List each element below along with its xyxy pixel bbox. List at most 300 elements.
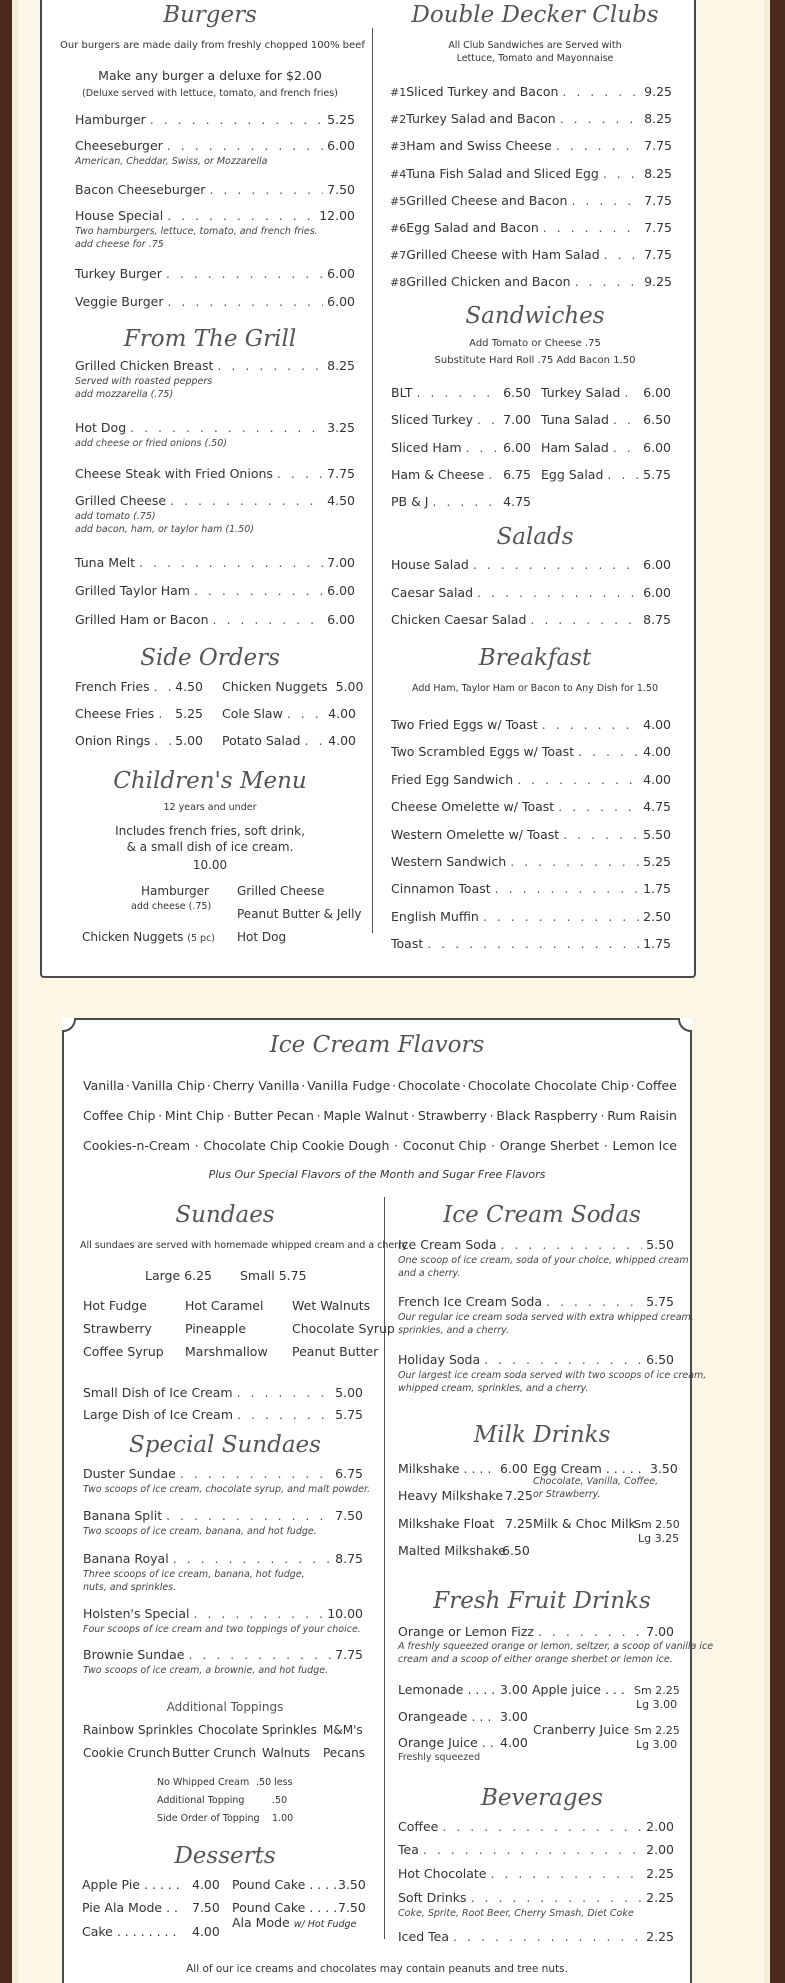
- dot-leader: [433, 494, 500, 509]
- sundae-topping: Pineapple: [185, 1321, 247, 1336]
- dot-leader: [558, 799, 639, 814]
- sandwich-item-price: 6.75: [503, 467, 531, 482]
- children-hamburger: Hamburger: [141, 884, 209, 898]
- dessert-cake: Cake . . . . . . . .: [82, 1924, 177, 1939]
- sandwich-item: [391, 440, 531, 455]
- club-item-name: Grilled Chicken and Bacon: [406, 274, 571, 290]
- salad-item: [391, 557, 671, 572]
- breakfast-item-name: Cheese Omelette w/ Toast: [391, 799, 555, 815]
- dessert-pound-cake-price: 3.50: [338, 1877, 366, 1892]
- club-item-price: 8.25: [644, 111, 672, 127]
- sandwich-item: [391, 494, 531, 509]
- flavor-separator: ·: [126, 1078, 130, 1093]
- flavor-item: Chocolate Chip Cookie Dough: [203, 1138, 390, 1153]
- club-item: [390, 166, 672, 181]
- dot-leader: [139, 555, 323, 570]
- side-item: [222, 733, 356, 748]
- dot-leader: [501, 1237, 643, 1252]
- grill-item: [75, 493, 355, 508]
- flavor-item: Coffee: [636, 1078, 677, 1093]
- sundaes-small: Small 5.75: [240, 1268, 307, 1283]
- dot-leader: [150, 112, 323, 127]
- special-sundae-item-name: Banana Royal: [83, 1551, 169, 1566]
- dessert-pound-ala-mode: Pound Cake . . . .: [232, 1900, 338, 1915]
- side-item-price: 5.00: [335, 679, 364, 694]
- additional-topping: Cookie Crunch: [83, 1746, 171, 1760]
- children-nuggets: Chicken Nuggets (5 pc): [82, 930, 215, 944]
- club-item-number: #6: [390, 222, 407, 235]
- side-item-name: Potato Salad: [222, 733, 301, 748]
- sundae-item-name: Small Dish of Ice Cream: [83, 1385, 233, 1400]
- sandwich-item-name: PB & J: [391, 494, 429, 509]
- sundae-item-price: 5.75: [335, 1407, 363, 1422]
- salad-item-price: 8.75: [643, 612, 671, 627]
- side-item-name: Cole Slaw: [222, 706, 283, 721]
- grill-item: [75, 358, 355, 373]
- grill-item-price: 6.00: [327, 583, 355, 598]
- salad-item-name: House Salad: [391, 557, 469, 572]
- fruit-title: Fresh Fruit Drinks: [433, 1588, 651, 1614]
- soda-item-price: 5.75: [646, 1294, 674, 1309]
- burger-item-description: add cheese for .75: [75, 239, 164, 250]
- soda-item-price: 5.50: [646, 1237, 674, 1252]
- dot-leader: [613, 412, 639, 427]
- grill-item-description: add tomato (.75): [75, 511, 156, 522]
- fruit-fizz-sub-2: cream and a scoop of either orange sherbet or lemon ice.: [398, 1654, 673, 1665]
- beverage-item-name: Iced Tea: [398, 1929, 450, 1944]
- sundae-item: [83, 1407, 363, 1422]
- flavors-title: Ice Cream Flavors: [269, 1032, 485, 1058]
- dot-leader: [453, 1929, 642, 1944]
- club-item-name: Egg Salad and Bacon: [406, 220, 539, 235]
- burger-item: [75, 208, 355, 223]
- milk-heavy-price: 7.25: [505, 1488, 533, 1503]
- dot-leader: [517, 772, 639, 787]
- sundae-item: [83, 1385, 363, 1400]
- beverage-item-price: 2.25: [646, 1929, 674, 1944]
- sodas-title: Ice Cream Sodas: [443, 1202, 641, 1228]
- burger-item-description: Two hamburgers, lettuce, tomato, and french fries.: [75, 226, 318, 237]
- grill-item-description: Served with roasted peppers: [75, 376, 213, 387]
- milk-choc-milk: Milk & Choc Milk: [533, 1516, 636, 1531]
- dot-leader: [543, 220, 640, 235]
- column-divider: [372, 28, 373, 933]
- breakfast-item: [391, 827, 671, 842]
- burgers-title: Burgers: [163, 2, 257, 28]
- flavor-separator: ·: [301, 1078, 306, 1093]
- club-item: [390, 247, 672, 262]
- special-sundae-item: [83, 1508, 363, 1523]
- burger-item-price: 7.50: [327, 182, 355, 197]
- dot-leader: [607, 467, 639, 482]
- additional-topping: Rainbow Sprinkles: [83, 1723, 193, 1737]
- topping-extra-name: Side Order of Topping: [157, 1813, 260, 1824]
- column-divider: [384, 1197, 385, 1939]
- dessert-pound-ala-mode-2: Ala Mode w/ Hot Fudge: [232, 1915, 357, 1930]
- club-item-price: 7.75: [644, 220, 672, 235]
- burger-item-name: House Special: [75, 208, 164, 223]
- fruit-fizz-sub-1: A freshly squeezed orange or lemon, seltzer, a scoop of vanilla ice: [398, 1641, 714, 1652]
- soda-item-description: whipped cream, sprinkles, and a cherry.: [398, 1383, 589, 1394]
- breakfast-item-name: Two Fried Eggs w/ Toast: [391, 717, 538, 732]
- dot-leader: [237, 1385, 332, 1400]
- burger-item-name: Turkey Burger: [75, 266, 162, 281]
- flavor-item: Butter Pecan: [233, 1108, 314, 1123]
- special-sundae-item: [83, 1466, 363, 1481]
- special-sundaes-title: Special Sundaes: [129, 1432, 321, 1458]
- dot-leader: [483, 909, 639, 924]
- milk-malted: Malted Milkshake: [398, 1543, 506, 1558]
- fruit-fizz: Orange or Lemon Fizz . . . 7.00: [398, 1624, 674, 1639]
- club-item-number: #8: [390, 276, 407, 290]
- grill-item-price: 8.25: [327, 358, 355, 373]
- grill-item-name: Tuna Melt: [75, 555, 136, 570]
- side-item: [222, 706, 356, 721]
- side-item: [75, 733, 203, 748]
- burger-item-price: 12.00: [319, 208, 355, 223]
- flavor-item: Cherry Vanilla: [212, 1078, 300, 1093]
- club-item-name: Turkey Salad and Bacon: [406, 111, 556, 127]
- flavor-separator: ·: [603, 1138, 608, 1153]
- side-item: [75, 706, 203, 721]
- flavor-item: Vanilla: [83, 1078, 125, 1093]
- dot-leader: [477, 412, 499, 427]
- dot-leader: [624, 385, 639, 400]
- flavor-item: Lemon Ice: [612, 1138, 677, 1153]
- breakfast-item: [391, 772, 671, 787]
- special-sundae-item-description: Two scoops of ice cream, chocolate syrup, and malt powder.: [83, 1484, 371, 1495]
- breakfast-item-name: English Muffin: [391, 908, 479, 924]
- sandwiches-title: Sandwiches: [465, 303, 605, 329]
- club-item-price: 9.25: [644, 274, 672, 290]
- burger-item-description: American, Cheddar, Swiss, or Mozzarella: [75, 156, 268, 167]
- sundae-topping: Coffee Syrup: [83, 1344, 164, 1359]
- fruit-orangeade: Orangeade . . .: [398, 1709, 492, 1724]
- topping-extra-name: Additional Topping: [157, 1795, 245, 1806]
- flavor-item: Vanilla Fudge: [307, 1078, 391, 1093]
- dot-leader: [194, 583, 323, 598]
- flavor-separator: ·: [194, 1138, 199, 1153]
- flavor-separator: ·: [491, 1138, 496, 1153]
- club-item-number: #5: [390, 194, 407, 208]
- soda-item-description: and a cherry.: [398, 1268, 461, 1279]
- club-item-name: Sliced Turkey and Bacon: [406, 84, 559, 99]
- side-item-price: 5.25: [175, 706, 203, 721]
- special-sundae-item-description: Two scoops of ice cream, banana, and hot fudge.: [83, 1526, 317, 1537]
- dot-leader: [173, 1551, 331, 1566]
- grill-item: [75, 612, 355, 627]
- club-item: [390, 138, 672, 153]
- breakfast-note: Add Ham, Taylor Ham or Bacon to Any Dish for 1.50: [411, 683, 658, 694]
- dot-leader: [154, 733, 171, 748]
- fruit-cran-sm: Sm 2.25: [634, 1724, 680, 1737]
- dot-leader: [170, 493, 323, 508]
- special-sundae-item: [83, 1551, 363, 1566]
- side-item-price: 4.00: [328, 733, 356, 748]
- special-sundae-item-name: Banana Split: [83, 1508, 163, 1523]
- flavors-row-2: [83, 1108, 677, 1123]
- sundaes-note: All sundaes are served with homemade whipped cream and a cherry: [80, 1240, 408, 1251]
- burger-item-price: 6.00: [327, 266, 355, 281]
- clubs-intro-2: Lettuce, Tomato and Mayonnaise: [456, 53, 614, 64]
- grill-item-name: Grilled Cheese: [75, 493, 167, 508]
- grill-item-description: add mozzarella (.75): [75, 389, 174, 400]
- breakfast-item: [391, 909, 671, 924]
- salads-title: Salads: [496, 524, 574, 550]
- allergy-footer: All of our ice creams and chocolates may contain peanuts and tree nuts.: [186, 1963, 568, 1975]
- flavor-item: Black Raspberry: [496, 1108, 598, 1123]
- dot-leader: [546, 1294, 642, 1309]
- soda-item-description: sprinkles, and a cherry.: [398, 1325, 510, 1336]
- sandwich-item: [391, 412, 531, 427]
- soda-item-description: One scoop of ice cream, soda of your choice, whipped cream: [398, 1255, 689, 1266]
- flavor-item: Strawberry: [417, 1108, 487, 1123]
- grill-item: [75, 555, 355, 570]
- soda-item-description: Our largest ice cream soda served with two scoops of ice cream,: [398, 1370, 707, 1381]
- side-item: [222, 679, 364, 694]
- dot-leader: [166, 1508, 331, 1523]
- grill-item: [75, 583, 355, 598]
- sides-title: Side Orders: [140, 645, 280, 671]
- sundae-topping: Chocolate Syrup: [292, 1321, 395, 1336]
- soda-item-name: French Ice Cream Soda: [398, 1294, 543, 1309]
- flavor-item: Chocolate: [397, 1078, 461, 1093]
- milk-heavy: Heavy Milkshake: [398, 1488, 504, 1503]
- breakfast-item-price: 5.50: [643, 826, 671, 842]
- flavor-separator: ·: [630, 1078, 635, 1093]
- fruit-cranberry: Cranberry Juice: [533, 1722, 630, 1737]
- fruit-apple: Apple juice . . .: [532, 1682, 625, 1697]
- sandwich-item-name: Ham & Cheese: [391, 467, 485, 482]
- dot-leader: [237, 1407, 331, 1422]
- special-sundae-item-description: Four scoops of ice cream and two toppings of your choice.: [83, 1624, 361, 1635]
- topping-extra-price: .50: [272, 1795, 288, 1806]
- children-pbj: Peanut Butter & Jelly: [237, 907, 362, 921]
- club-item-name: Tuna Fish Salad and Sliced Egg: [406, 165, 599, 181]
- burger-item-name: Bacon Cheeseburger: [75, 182, 206, 197]
- beverage-item: [398, 1842, 674, 1857]
- club-item-name: Ham and Swiss Cheese: [406, 138, 552, 154]
- dot-leader: [530, 612, 639, 627]
- special-sundae-item-price: 7.75: [335, 1647, 363, 1662]
- sundae-topping: Hot Fudge: [83, 1298, 147, 1313]
- club-item-price: 7.75: [644, 138, 672, 154]
- dot-leader: [603, 166, 640, 181]
- flavor-separator: ·: [462, 1078, 467, 1093]
- side-item-price: 4.50: [175, 679, 203, 694]
- flavor-item: Mint Chip: [164, 1108, 225, 1123]
- breakfast-title: Breakfast: [478, 645, 592, 671]
- side-item-price: 4.00: [328, 706, 356, 721]
- special-sundae-item-price: 7.50: [335, 1508, 363, 1523]
- sandwich-item-price: 6.50: [503, 385, 531, 400]
- side-item-name: Chicken Nuggets: [222, 679, 328, 694]
- special-sundae-item-description: Three scoops of ice cream, banana, hot fudge,: [83, 1569, 305, 1580]
- dessert-pound-cake: Pound Cake . . . .: [232, 1877, 338, 1892]
- side-item-name: Cheese Fries: [75, 706, 155, 721]
- dot-leader: [471, 1890, 643, 1905]
- dot-leader: [477, 585, 639, 600]
- breakfast-item: [391, 799, 671, 814]
- club-item-price: 8.25: [644, 165, 672, 181]
- dot-leader: [427, 936, 639, 951]
- flavor-separator: ·: [226, 1108, 231, 1123]
- milk-egg-cream-sub-1: Chocolate, Vanilla, Coffee,: [533, 1476, 659, 1487]
- soda-item: [398, 1237, 674, 1252]
- special-sundae-item: [83, 1606, 363, 1621]
- dessert-pie-ala-mode: Pie Ala Mode . .: [82, 1900, 179, 1915]
- sandwich-item: [541, 467, 671, 482]
- club-item-number: #3: [390, 140, 407, 154]
- soda-item: [398, 1294, 674, 1309]
- dot-leader: [495, 881, 639, 896]
- sandwiches-note-1: Add Tomato or Cheese .75: [469, 338, 601, 349]
- milk-milkshake: Milkshake . . . .: [398, 1461, 492, 1476]
- special-sundae-item-name: Duster Sundae: [83, 1466, 176, 1481]
- beverage-item-name: Soft Drinks: [398, 1890, 467, 1905]
- dessert-pound-ala-mode-price: 7.50: [338, 1900, 366, 1915]
- dot-leader: [166, 266, 323, 281]
- children-hamburger-sub: add cheese (.75): [131, 901, 212, 912]
- grill-item-description: add cheese or fried onions (.50): [75, 438, 227, 449]
- burger-item: [75, 112, 355, 127]
- salad-item: [391, 612, 671, 627]
- dot-leader: [158, 706, 171, 721]
- grill-item-price: 4.50: [327, 493, 355, 508]
- dessert-pie-ala-mode-price: 7.50: [192, 1900, 220, 1915]
- breakfast-item: [391, 854, 671, 869]
- sundae-topping: Hot Caramel: [185, 1298, 264, 1313]
- dot-leader: [466, 440, 500, 455]
- sundae-topping: Peanut Butter: [292, 1344, 379, 1359]
- flavor-item: Vanilla Chip: [131, 1078, 206, 1093]
- burger-item-name: Veggie Burger: [75, 294, 164, 309]
- sandwich-item-name: Ham Salad: [541, 440, 609, 455]
- dot-leader: [167, 208, 315, 223]
- dot-leader: [167, 138, 323, 153]
- milk-float: Milkshake Float: [398, 1516, 495, 1531]
- additional-topping: Butter Crunch: [172, 1746, 257, 1760]
- soda-item-name: Holiday Soda: [398, 1352, 481, 1367]
- flavor-separator: ·: [158, 1108, 163, 1123]
- grill-item-name: Grilled Ham or Bacon: [75, 612, 209, 627]
- dot-leader: [563, 827, 639, 842]
- dot-leader: [510, 854, 639, 869]
- sundaes-large: Large 6.25: [145, 1268, 212, 1283]
- burgers-intro: Our burgers are made daily from freshly chopped 100% beef: [60, 40, 365, 51]
- special-sundae-item-name: Brownie Sundae: [83, 1647, 185, 1662]
- topping-extra-price: .50 less: [256, 1777, 293, 1788]
- grill-item-price: 6.00: [327, 612, 355, 627]
- soda-item-name: Ice Cream Soda: [398, 1237, 497, 1252]
- burger-item: [75, 138, 355, 153]
- breakfast-item-name: Two Scrambled Eggs w/ Toast: [391, 744, 575, 760]
- beverage-item: [398, 1890, 674, 1905]
- breakfast-item: [391, 936, 671, 951]
- club-item: [390, 84, 672, 99]
- club-item: [390, 111, 672, 126]
- fruit-cran-lg: Lg 3.00: [636, 1738, 678, 1751]
- dessert-apple-pie: Apple Pie . . . . .: [82, 1877, 180, 1892]
- sandwich-item: [541, 440, 671, 455]
- grill-item-description: add bacon, ham, or taylor ham (1.50): [75, 524, 254, 535]
- club-item: [390, 220, 672, 235]
- milk-milkshake-price: 6.00: [500, 1461, 528, 1476]
- additional-topping: M&M's: [323, 1723, 363, 1737]
- breakfast-item-price: 4.00: [643, 744, 671, 760]
- beverage-item-price: 2.00: [646, 1842, 674, 1857]
- sandwich-item-price: 6.00: [643, 385, 671, 400]
- breakfast-item-price: 4.00: [643, 717, 671, 732]
- burger-item: [75, 294, 355, 309]
- dot-leader: [217, 358, 323, 373]
- dot-leader: [488, 467, 499, 482]
- special-sundae-item: [83, 1647, 363, 1662]
- milk-float-price: 7.25: [505, 1516, 533, 1531]
- dot-leader: [305, 733, 325, 748]
- fruit-oj-sub: Freshly squeezed: [398, 1752, 481, 1763]
- fruit-orangeade-price: 3.00: [500, 1709, 528, 1724]
- sandwich-item-price: 6.50: [643, 412, 671, 427]
- breakfast-item-price: 4.00: [643, 771, 671, 787]
- sandwich-item-name: Tuna Salad: [541, 412, 609, 427]
- sandwich-item-price: 6.00: [643, 440, 671, 455]
- sandwich-item-price: 6.00: [503, 440, 531, 455]
- flavor-item: Maple Walnut: [323, 1108, 409, 1123]
- sandwich-item: [391, 385, 531, 400]
- fruit-lemonade: Lemonade . . . .: [398, 1682, 496, 1697]
- dot-leader: [613, 440, 639, 455]
- breakfast-item-name: Fried Egg Sandwich: [391, 771, 514, 787]
- breakfast-item-name: Western Omelette w/ Toast: [391, 826, 560, 842]
- special-sundae-item-price: 8.75: [335, 1551, 363, 1566]
- clubs-title: Double Decker Clubs: [411, 2, 659, 28]
- special-sundae-item-name: Holsten's Special: [83, 1606, 190, 1621]
- sandwich-item: [541, 385, 671, 400]
- dot-leader: [473, 557, 639, 572]
- burger-item: [75, 266, 355, 281]
- special-sundae-item-price: 10.00: [327, 1606, 363, 1621]
- club-item-number: #2: [390, 113, 407, 127]
- beverage-item: [398, 1929, 674, 1944]
- breakfast-item: [391, 744, 671, 759]
- sundaes-title: Sundaes: [175, 1202, 275, 1228]
- flavor-separator: ·: [489, 1108, 494, 1123]
- topping-extra-price: 1.00: [272, 1813, 294, 1824]
- sundae-item-price: 5.00: [335, 1385, 363, 1400]
- dot-leader: [560, 111, 640, 126]
- milk-egg-cream-price: 3.50: [650, 1461, 678, 1476]
- club-item-name: Grilled Cheese and Bacon: [406, 192, 568, 208]
- children-age: 12 years and under: [163, 802, 257, 813]
- dessert-cake-price: 4.00: [192, 1924, 220, 1939]
- burger-item: [75, 182, 355, 197]
- sandwich-item-name: Sliced Ham: [391, 440, 462, 455]
- soda-item-description: Our regular ice cream soda served with extra whipped cream,: [398, 1312, 694, 1323]
- flavor-separator: ·: [316, 1108, 321, 1123]
- dot-leader: [575, 274, 641, 289]
- side-item-name: Onion Rings: [75, 733, 151, 748]
- children-grilled-cheese: Grilled Cheese: [237, 884, 325, 898]
- milk-egg-cream-sub-2: or Strawberry.: [533, 1489, 601, 1500]
- special-sundae-item-description: nuts, and sprinkles.: [83, 1582, 177, 1593]
- sandwich-item-price: 4.75: [503, 494, 531, 509]
- breakfast-item-name: Toast: [391, 936, 424, 952]
- dot-leader: [154, 679, 172, 694]
- dot-leader: [442, 1819, 642, 1834]
- beverage-item-price: 2.25: [646, 1890, 674, 1905]
- fruit-apple-sm: Sm 2.25: [634, 1684, 680, 1697]
